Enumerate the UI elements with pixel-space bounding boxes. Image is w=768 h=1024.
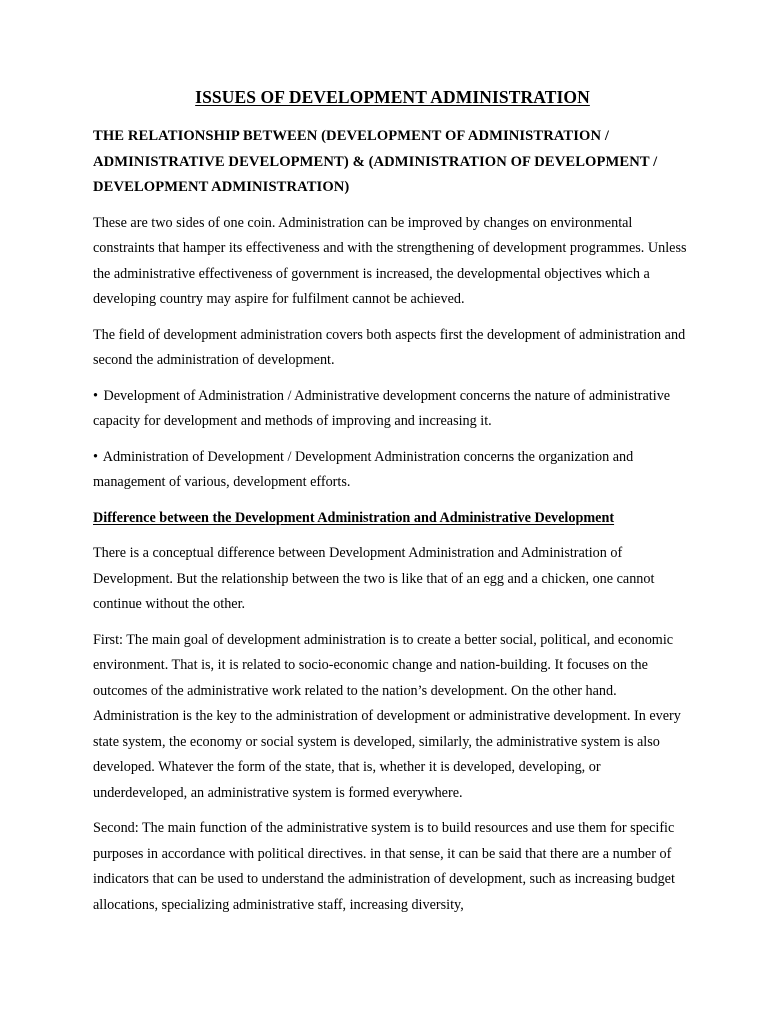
paragraph-first: First: The main goal of development administration is to create a better social, political, and economic environment. That is, it is related to socio-economic change and nation-building. It focuses on the outcomes of the administrative work related to the nation’s development. On the other hand. Administration is the key to the administration of development or administrative development. In every state system, the economy or social system is developed, similarly, the administrative system is also developed. Whatever the form of the state, that is, whether it is developed, developing, or underdeveloped, an administrative system is formed everywhere. xyxy=(93,631,681,801)
document-title: ISSUES OF DEVELOPMENT ADMINISTRATION xyxy=(195,87,590,107)
difference-subheading: Difference between the Development Administration and Administrative Development xyxy=(93,509,615,526)
paragraph-conceptual-difference: There is a conceptual difference between Development Administration and Administration of Development. But the relationship between the two is like that of an egg and a chicken, one cannot continue without the other. xyxy=(93,545,655,612)
section-heading: THE RELATIONSHIP BETWEEN (DEVELOPMENT OF ADMINISTRATION / ADMINISTRATIVE DEVELOPMENT) & (ADMINISTRATION OF DEVELOPMENT / DEVELOPMENT ADMINISTRATION) xyxy=(93,128,658,195)
bullet-administration-of-development xyxy=(93,445,692,496)
bullet-text: Development of Administration / Administrative development concerns the nature of administrative capacity for development and methods of improving and increasing it. xyxy=(93,387,671,429)
paragraph-two-sides: These are two sides of one coin. Administration can be improved by changes on environmental constraints that hamper its effectiveness and with the strengthening of development programmes. Unless the administrative effectiveness of government is increased, the developmental objectives which a developing country may aspire for fulfilment cannot be achieved. xyxy=(93,214,687,307)
paragraph-second: Second: The main function of the administrative system is to build resources and use them for specific purposes in accordance with political directives. in that sense, it can be said that there are a number of indicators that can be used to understand the administration of development, such as increasing budget allocations, specializing administrative staff, increasing diversity, xyxy=(93,820,675,913)
paragraph-field-scope: The field of development administration covers both aspects first the development of administration and second the administration of development. xyxy=(93,326,686,368)
bullet-text: Administration of Development / Development Administration concerns the organization and management of various, development efforts. xyxy=(93,448,634,490)
bullet-development-of-administration xyxy=(93,384,692,435)
bullet-mark: • xyxy=(93,387,98,404)
bullet-mark: • xyxy=(93,448,98,465)
